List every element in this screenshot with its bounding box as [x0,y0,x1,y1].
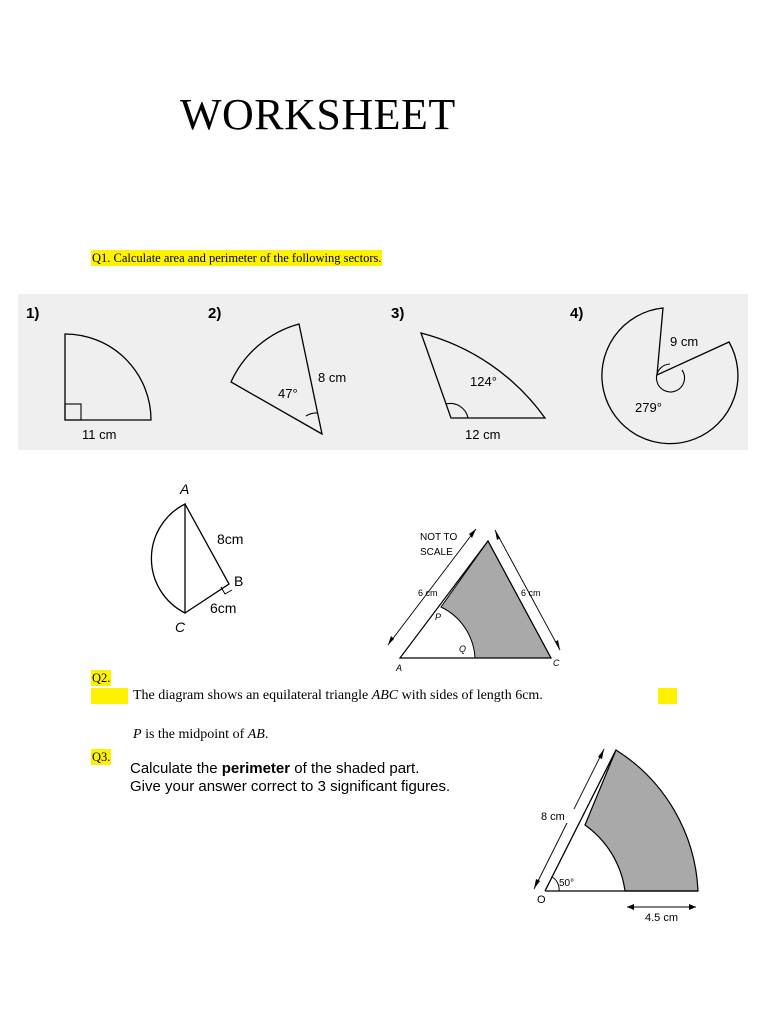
side-bc-label: 6cm [210,600,237,616]
length-label: 9 cm [670,334,699,349]
angle-label: 47° [278,386,298,401]
vertex-a-label: A [180,481,190,497]
highlight-bar [91,688,128,704]
annular-sector-figure [530,745,720,925]
highlight-bar [658,688,677,704]
angle-label: 279° [635,400,662,415]
q2-line-1-text: with sides of length 6cm. [398,688,543,703]
q1-label: Q1. Calculate area and perimeter of the following sectors. [92,251,382,265]
width-label: 4.5 cm [645,912,679,924]
q3-keyword: perimeter [221,760,291,777]
length-label: 8 cm [318,370,347,385]
equilateral-triangle-figure [380,520,590,672]
radius-label: 8 cm [541,811,565,823]
sector-figure-3 [391,305,545,442]
right-angle-marker [65,404,81,420]
vertex-a-label: A [396,663,403,672]
origin-label: O [537,894,546,906]
q2-line-2 [133,727,268,743]
vertex-b-label: B [234,573,244,589]
figure-number: 1) [26,305,40,322]
point-p-label: P [435,612,442,622]
length-label: 11 cm [82,427,117,442]
sector-figure-1 [26,305,151,442]
vertex-c-label: C [553,658,560,668]
q2-point-p: P [133,727,142,742]
angle-label: 50° [559,878,575,889]
q2-line-2-text: is the midpoint of [141,727,248,742]
figure-number: 4) [570,305,584,322]
point-q-label: Q [459,644,467,654]
right-side-label: 6 cm [521,588,541,598]
q1-figures-strip [18,294,748,450]
semicircle-triangle-figure [120,476,270,640]
q2-line-1 [133,688,543,704]
angle-label: 124° [470,374,497,389]
sector-figure-4 [570,305,738,444]
figure-number: 3) [391,305,405,322]
q2-line-2-text: . [264,727,269,742]
q2-label: Q2. [92,671,111,685]
page-title: WORKSHEET [180,90,456,139]
q3-line-1-text: of the shaded part. [290,760,420,777]
sector-figure-2 [208,305,346,434]
q2-segment-ab: AB [247,727,265,742]
length-label: 12 cm [465,427,501,442]
q2-triangle-name: ABC [371,688,399,703]
q3-text [130,760,450,796]
not-to-scale-note: NOT TO [420,532,458,543]
q1-figures [18,294,748,450]
vertex-c-label: C [175,619,186,635]
left-side-label: 6 cm [418,588,438,598]
side-ab-label: 8cm [217,531,244,547]
figure-number: 2) [208,305,222,322]
q2-line-1-text: The diagram shows an equilateral triangle [133,688,372,703]
not-to-scale-note: SCALE [420,547,453,558]
q3-line-1 [130,760,450,778]
q3-label: Q3. [92,750,111,764]
q3-line-2: Give your answer correct to 3 significant figures. [130,778,451,795]
q3-line-1-text: Calculate the [130,760,222,777]
